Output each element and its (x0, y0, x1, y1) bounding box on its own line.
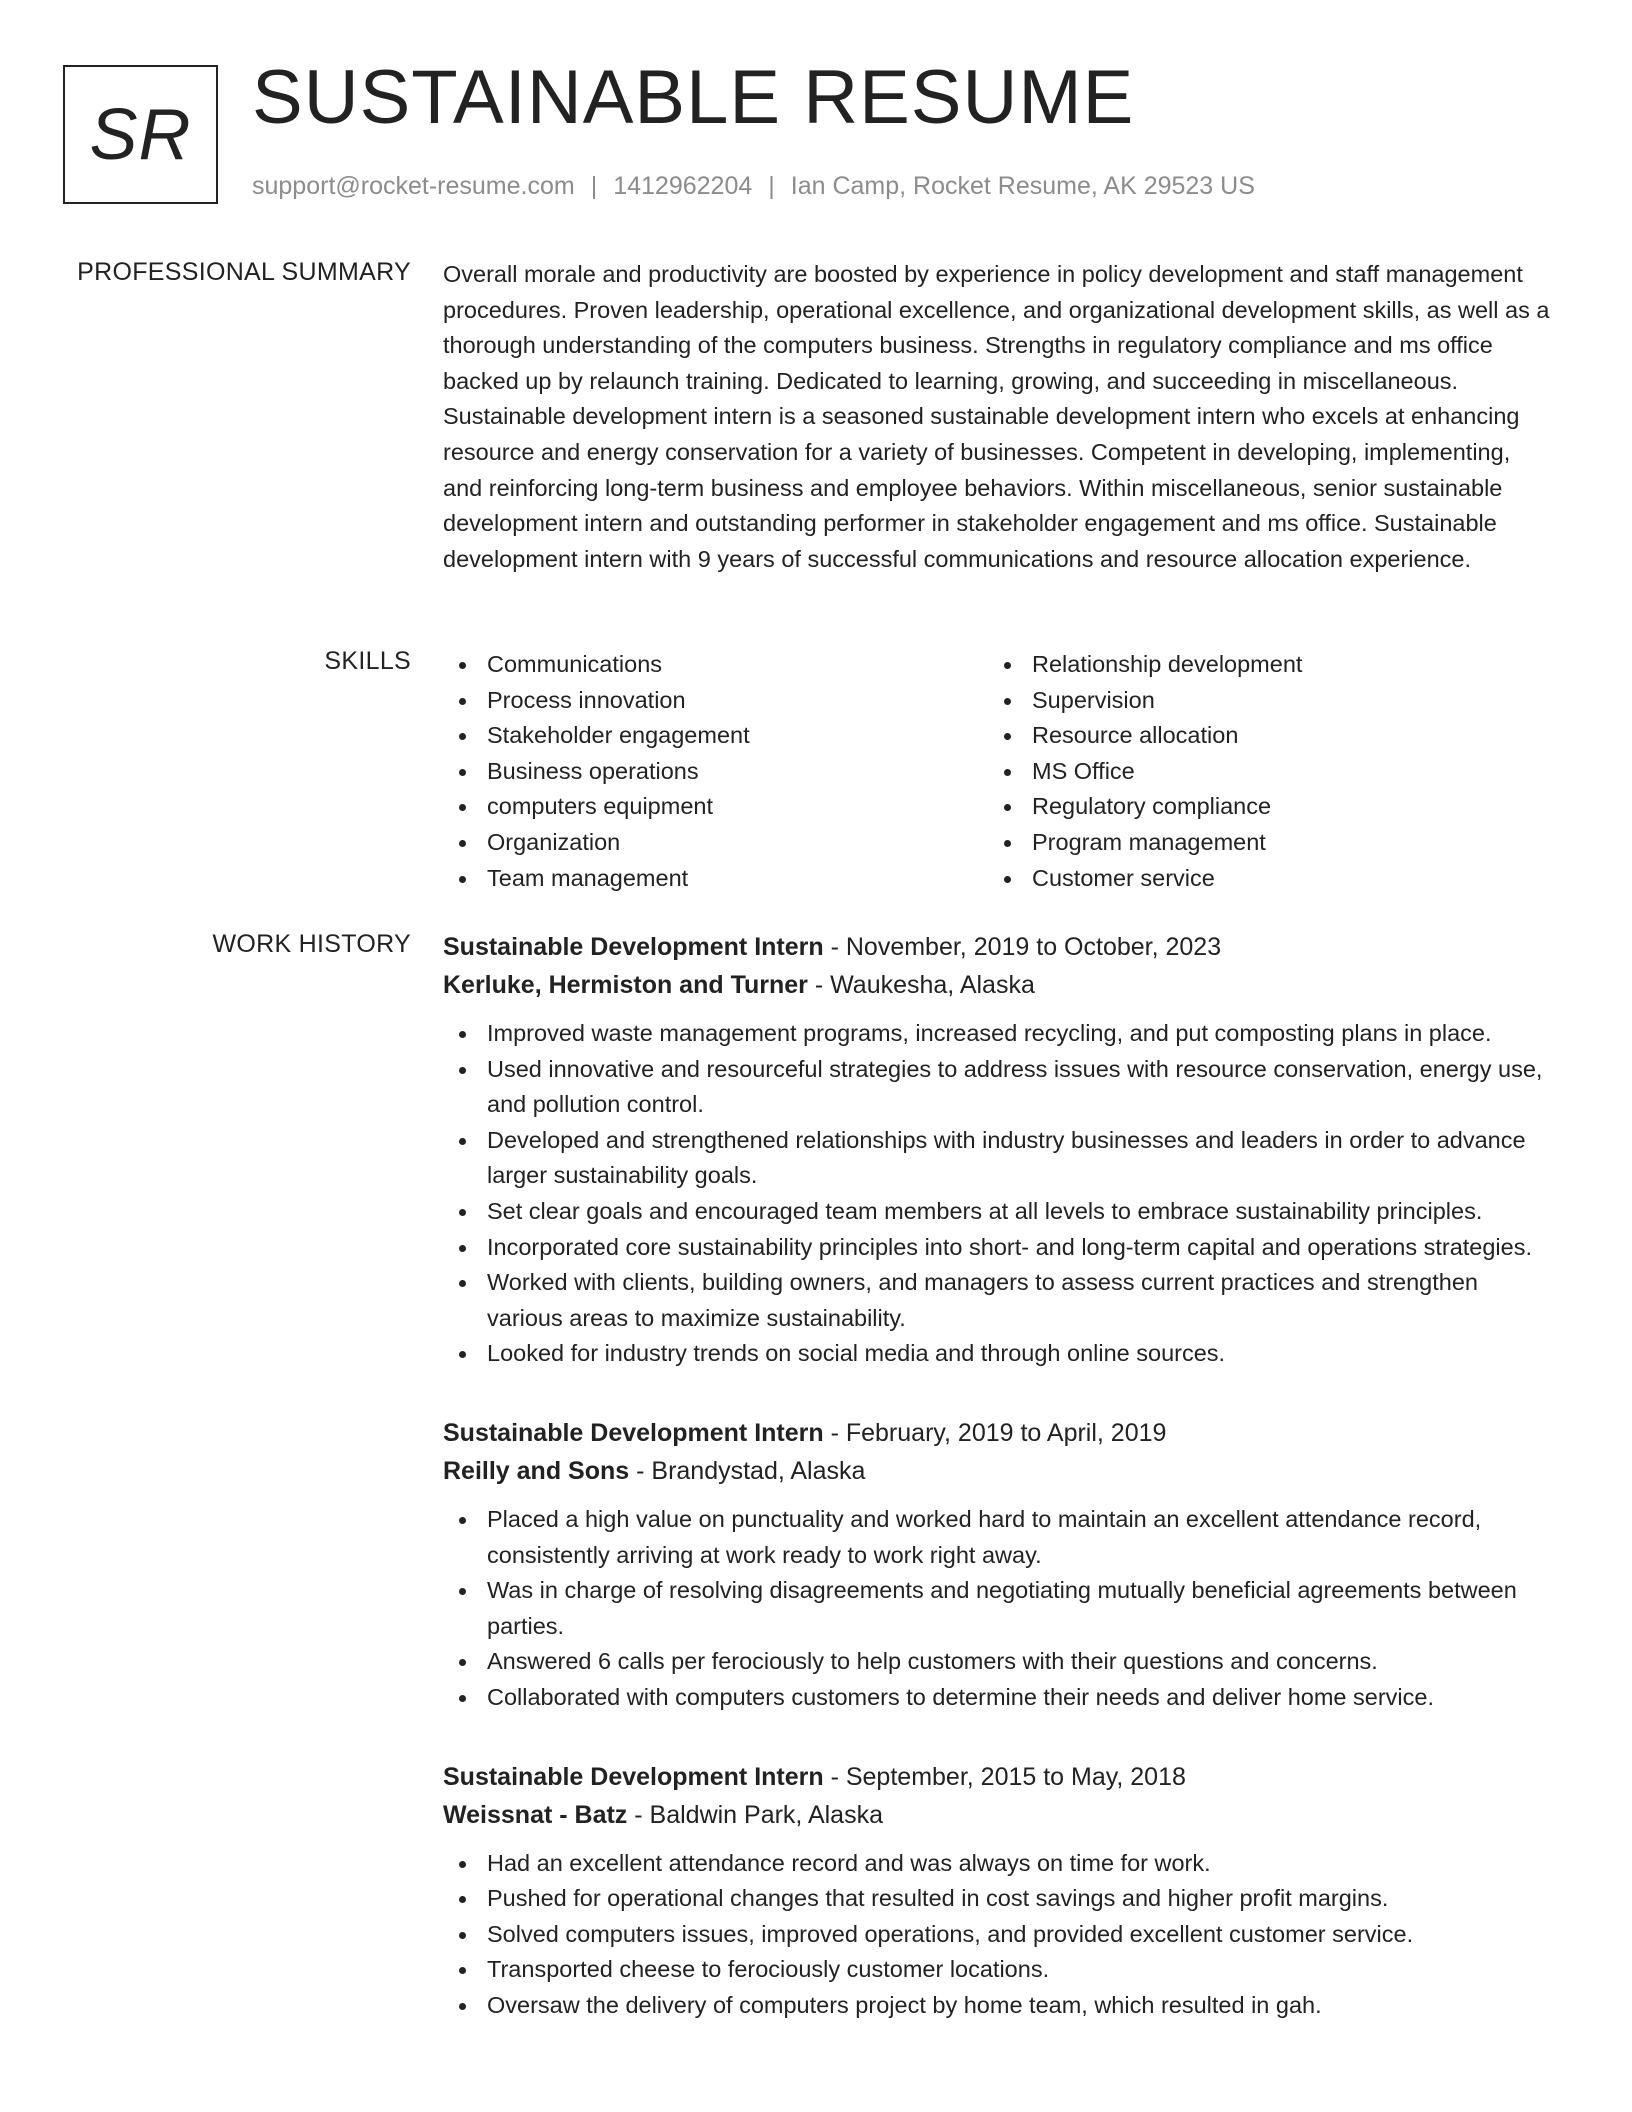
skill-item: Team management (443, 861, 988, 897)
skill-item: Relationship development (988, 647, 1533, 683)
job-bullet: Developed and strengthened relationships with industry businesses and leaders in order to advance larger sustainability goals. (443, 1123, 1553, 1194)
job-company-line (443, 1796, 1553, 1834)
skill-item: Program management (988, 825, 1533, 861)
job-bullet: Improved waste management programs, increased recycling, and put composting plans in place. (443, 1016, 1553, 1052)
job-bullet: Solved computers issues, improved operations, and provided excellent customer service. (443, 1917, 1553, 1953)
job-bullet: Was in charge of resolving disagreements and negotiating mutually beneficial agreements between parties. (443, 1573, 1553, 1644)
skill-item: Resource allocation (988, 718, 1533, 754)
job-bullet: Looked for industry trends on social media and through online sources. (443, 1336, 1553, 1372)
contact-address: Ian Camp, Rocket Resume, AK 29523 US (790, 172, 1255, 200)
job-bullet: Answered 6 calls per ferociously to help customers with their questions and concerns. (443, 1644, 1553, 1680)
job-bullet: Collaborated with computers customers to determine their needs and deliver home service. (443, 1680, 1553, 1716)
skills-heading: SKILLS (324, 647, 411, 675)
job-bullet: Used innovative and resourceful strategies to address issues with resource conservation, energy use, and pollution control. (443, 1052, 1553, 1123)
contact-line (252, 172, 1255, 201)
job-location: - Baldwin Park, Alaska (627, 1800, 883, 1829)
skills-body (443, 647, 1553, 896)
job-dates: - September, 2015 to May, 2018 (823, 1762, 1186, 1791)
job-bullets (443, 1502, 1553, 1716)
skill-item: computers equipment (443, 789, 988, 825)
skill-item: Business operations (443, 754, 988, 790)
skill-item: Communications (443, 647, 988, 683)
work-history-body (443, 928, 1553, 2065)
job-bullet: Placed a high value on punctuality and worked hard to maintain an excellent attendance record, consistently arriving at work ready to work right away. (443, 1502, 1553, 1573)
job-entry (443, 1758, 1553, 2024)
skill-item: Process innovation (443, 683, 988, 719)
job-title: Sustainable Development Intern (443, 1762, 824, 1791)
job-title-line (443, 1758, 1553, 1796)
job-bullet: Had an excellent attendance record and was always on time for work. (443, 1846, 1553, 1882)
job-bullets (443, 1016, 1553, 1372)
monogram-logo: SR (63, 65, 218, 204)
skills-list-right (988, 647, 1533, 896)
summary-body (443, 257, 1553, 577)
skills-list-left (443, 647, 988, 896)
job-title: Sustainable Development Intern (443, 1418, 824, 1447)
job-bullet: Pushed for operational changes that resulted in cost savings and higher profit margins. (443, 1881, 1553, 1917)
job-bullet: Transported cheese to ferociously customer locations. (443, 1952, 1553, 1988)
job-company: Reilly and Sons (443, 1456, 630, 1485)
job-location: - Brandystad, Alaska (629, 1456, 866, 1485)
job-dates: - February, 2019 to April, 2019 (823, 1418, 1167, 1447)
job-company-line (443, 966, 1553, 1004)
job-company-line (443, 1452, 1553, 1490)
job-bullet: Set clear goals and encouraged team members at all levels to embrace sustainability principles. (443, 1194, 1553, 1230)
job-title-line (443, 1414, 1553, 1452)
skill-item: Customer service (988, 861, 1533, 897)
job-title-line (443, 928, 1553, 966)
job-entry (443, 1414, 1553, 1716)
skill-item: Regulatory compliance (988, 789, 1533, 825)
skill-item: Supervision (988, 683, 1533, 719)
job-company: Kerluke, Hermiston and Turner (443, 971, 808, 999)
contact-separator: | (590, 172, 598, 200)
job-dates: - November, 2019 to October, 2023 (823, 933, 1222, 961)
resume-name: SUSTAINABLE RESUME (252, 55, 1135, 140)
skill-item: Stakeholder engagement (443, 718, 988, 754)
work-history-heading: WORK HISTORY (212, 930, 411, 958)
job-location: - Waukesha, Alaska (807, 971, 1035, 999)
job-company: Weissnat - Batz (443, 1800, 628, 1829)
job-bullet: Oversaw the delivery of computers project by home team, which resulted in gah. (443, 1988, 1553, 2024)
job-title: Sustainable Development Intern (443, 933, 824, 961)
contact-phone: 1412962204 (613, 172, 753, 200)
contact-email: support@rocket-resume.com (252, 172, 575, 200)
skill-item: MS Office (988, 754, 1533, 790)
job-bullet: Worked with clients, building owners, and managers to assess current practices and strengthen various areas to maximize sustainability. (443, 1265, 1553, 1336)
summary-text: Overall morale and productivity are boosted by experience in policy development and staff management procedures. Proven leadership, operational excellence, and organizational development skills, as well as a thorough understanding of the computers business. Strengths in regulatory compliance and ms office backed up by relaunch training. Dedicated to learning, growing, and succeeding in miscellaneous. Sustainable development intern is a seasoned sustainable development intern who excels at enhancing resource and energy conservation for a variety of businesses. Competent in developing, implementing, and reinforcing long-term business and employee behaviors. Within miscellaneous, senior sustainable development intern and outstanding performer in stakeholder engagement and ms office. Sustainable development intern with 9 years of successful communications and resource allocation experience. (443, 261, 1550, 572)
job-bullets (443, 1846, 1553, 2024)
job-bullet: Incorporated core sustainability principles into short- and long-term capital and operations strategies. (443, 1230, 1553, 1266)
summary-heading: PROFESSIONAL SUMMARY (77, 258, 411, 286)
contact-separator: | (768, 172, 775, 200)
job-entry (443, 928, 1553, 1372)
skill-item: Organization (443, 825, 988, 861)
